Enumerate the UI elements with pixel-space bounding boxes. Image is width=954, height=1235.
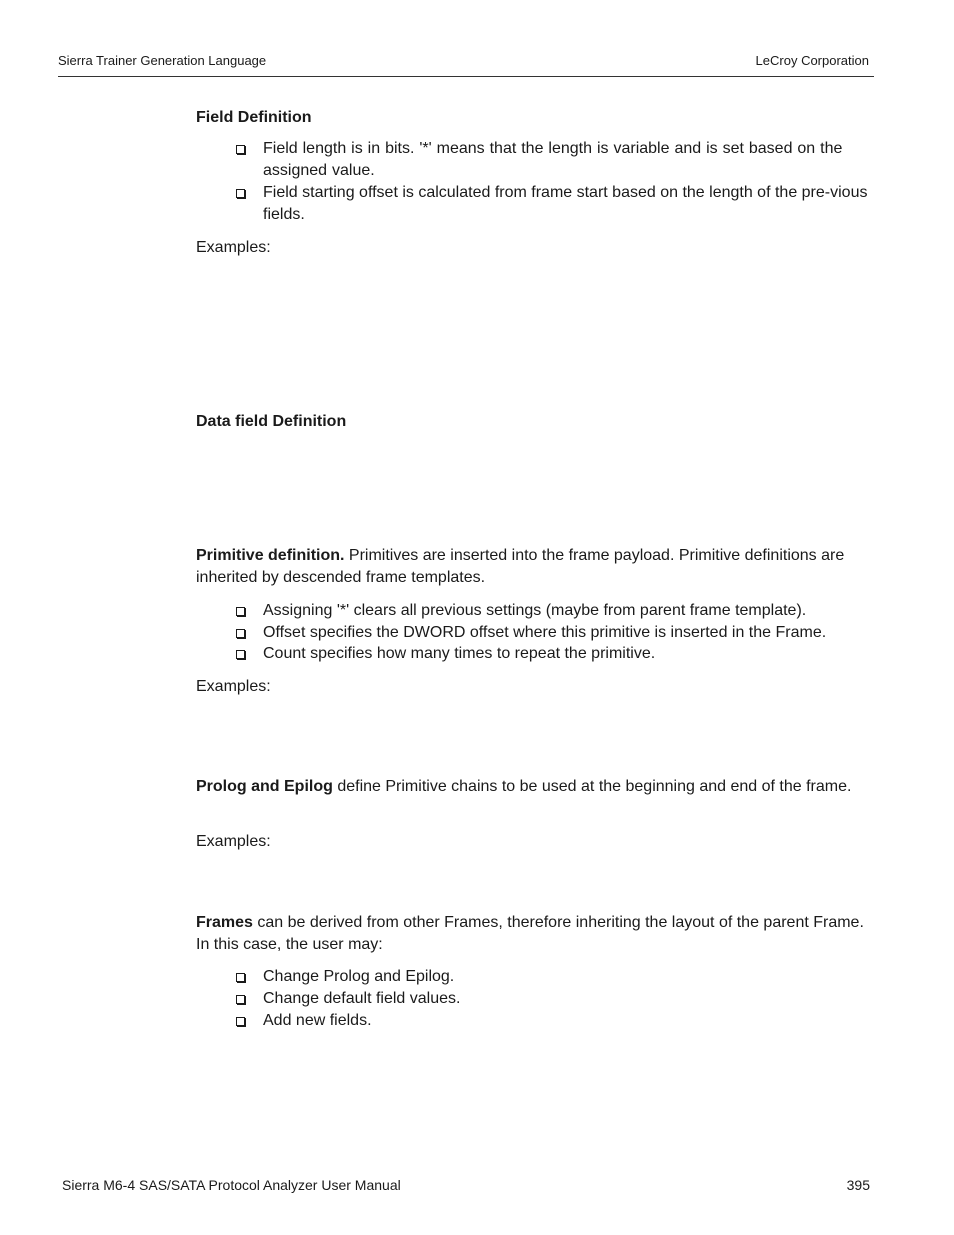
- primitive-definition-lead: Primitive definition.: [196, 547, 345, 564]
- prolog-epilog-lead: Prolog and Epilog: [196, 778, 333, 795]
- frames-paragraph: [196, 912, 876, 956]
- running-header-title: Sierra Trainer Generation Language: [58, 53, 267, 68]
- prolog-epilog-text: define Primitive chains to be used at the beginning and end of the frame.: [332, 778, 852, 795]
- checkbox-bullet-icon: [236, 629, 245, 638]
- list-item-text: Field starting offset is calculated from frame start based on the length of the pre-vious fields.: [263, 184, 868, 223]
- frames-lead: Frames: [196, 914, 253, 931]
- examples-label: Examples:: [196, 678, 271, 695]
- list-item-text: Change default field values.: [263, 990, 461, 1007]
- list-item-text: Offset specifies the DWORD offset where this primitive is inserted in the Frame.: [263, 624, 827, 641]
- checkbox-bullet-icon: [236, 973, 245, 982]
- checkbox-bullet-icon: [236, 189, 245, 198]
- examples-label: Examples:: [196, 833, 271, 850]
- list-item-text: Assigning '*' clears all previous settings (maybe from parent frame template).: [263, 602, 807, 619]
- footer-manual-title: Sierra M6-4 SAS/SATA Protocol Analyzer User Manual: [62, 1177, 401, 1193]
- list-item-text: Change Prolog and Epilog.: [263, 968, 455, 985]
- prolog-epilog-paragraph: [196, 776, 876, 798]
- running-header-company: LeCroy Corporation: [755, 53, 869, 68]
- examples-label: Examples:: [196, 239, 271, 256]
- primitive-definition-paragraph: [196, 545, 876, 589]
- checkbox-bullet-icon: [236, 607, 245, 616]
- checkbox-bullet-icon: [236, 1017, 245, 1026]
- checkbox-bullet-icon: [236, 995, 245, 1004]
- data-field-definition-heading: Data field Definition: [196, 413, 347, 430]
- header-rule: [58, 76, 874, 77]
- field-definition-heading: Field Definition: [196, 109, 312, 126]
- list-item-text: Count specifies how many times to repeat the primitive.: [263, 645, 656, 662]
- list-item-text: Add new fields.: [263, 1012, 372, 1029]
- frames-text: can be derived from other Frames, therefore inheriting the layout of the parent Frame. In this case, the user may:: [196, 914, 864, 953]
- checkbox-bullet-icon: [236, 650, 245, 659]
- list-item-text: Field length is in bits. '*' means that the length is variable and is set based on the assigned value.: [263, 140, 843, 179]
- checkbox-bullet-icon: [236, 145, 245, 154]
- primitive-definition-text: Primitives are inserted into the frame payload. Primitive definitions are inherited by descended frame templates.: [196, 547, 845, 586]
- page-number: 395: [846, 1177, 870, 1193]
